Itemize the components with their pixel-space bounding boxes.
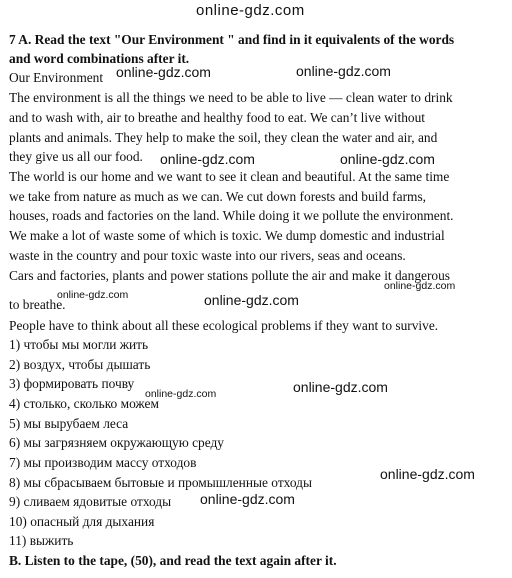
watermark: online-gdz.com bbox=[384, 280, 456, 292]
list-item: 1) чтобы мы могли жить bbox=[9, 337, 149, 352]
text-line: The world is our home and we want to see it clean and beautiful. At the same time bbox=[9, 169, 450, 184]
watermark: online-gdz.com bbox=[380, 466, 475, 482]
text-line: plants and animals. They help to make the soil, they clean the water and air, and bbox=[9, 130, 438, 145]
watermark: online-gdz.com bbox=[340, 151, 435, 167]
list-item: 5) мы вырубаем леса bbox=[9, 416, 129, 431]
list-item: 4) столько, сколько можем bbox=[9, 396, 159, 411]
text-line: waste in the country and pour toxic waste into our rivers, seas and oceans. bbox=[9, 248, 406, 263]
text-line: and to wash with, air to breathe and healthy food to eat. We can’t live without bbox=[9, 110, 426, 125]
watermark-top: online-gdz.com bbox=[196, 2, 305, 19]
task-a-heading-line-1: 7 A. Read the text "Our Environment " and find in it equivalents of the words bbox=[9, 32, 455, 47]
text-line: to breathe. bbox=[9, 297, 66, 312]
list-item: 11) выжить bbox=[9, 533, 74, 548]
list-item: 9) сливаем ядовитые отходы bbox=[9, 494, 172, 509]
watermark: online-gdz.com bbox=[293, 379, 388, 395]
watermark: online-gdz.com bbox=[145, 388, 217, 400]
text-line: they give us all our food. bbox=[9, 149, 143, 164]
list-item: 7) мы производим массу отходов bbox=[9, 455, 197, 470]
text-line: We make a lot of waste some of which is toxic. We dump domestic and industrial bbox=[9, 228, 445, 243]
text-line: The environment is all the things we need to be able to live — clean water to drink bbox=[9, 90, 453, 105]
watermark: online-gdz.com bbox=[160, 151, 255, 167]
watermark: online-gdz.com bbox=[116, 64, 211, 80]
text-line: houses, roads and factories on the land. While doing it we pollute the environment. bbox=[9, 208, 454, 223]
watermark: online-gdz.com bbox=[200, 491, 295, 507]
task-b-heading: B. Listen to the tape, (50), and read the text again after it. bbox=[9, 553, 337, 568]
watermark: online-gdz.com bbox=[57, 289, 129, 301]
watermark: online-gdz.com bbox=[204, 292, 299, 308]
text-line: Cars and factories, plants and power stations pollute the air and make it dangerous bbox=[9, 268, 451, 283]
list-item: 6) мы загрязняем окружающую среду bbox=[9, 435, 224, 450]
list-item: 8) мы сбрасываем бытовые и промышленные отходы bbox=[9, 475, 312, 490]
text-line: we take from nature as much as we can. We cut down forests and build farms, bbox=[9, 189, 426, 204]
list-item: 10) опасный для дыхания bbox=[9, 514, 155, 529]
list-item: 2) воздух, чтобы дышать bbox=[9, 357, 151, 372]
list-item: 3) формировать почву bbox=[9, 376, 135, 391]
text-line: People have to think about all these ecological problems if they want to survive. bbox=[9, 318, 439, 333]
text-title: Our Environment bbox=[9, 70, 104, 85]
task-a-heading-line-2: and word combinations after it. bbox=[9, 51, 190, 66]
watermark: online-gdz.com bbox=[296, 63, 391, 79]
